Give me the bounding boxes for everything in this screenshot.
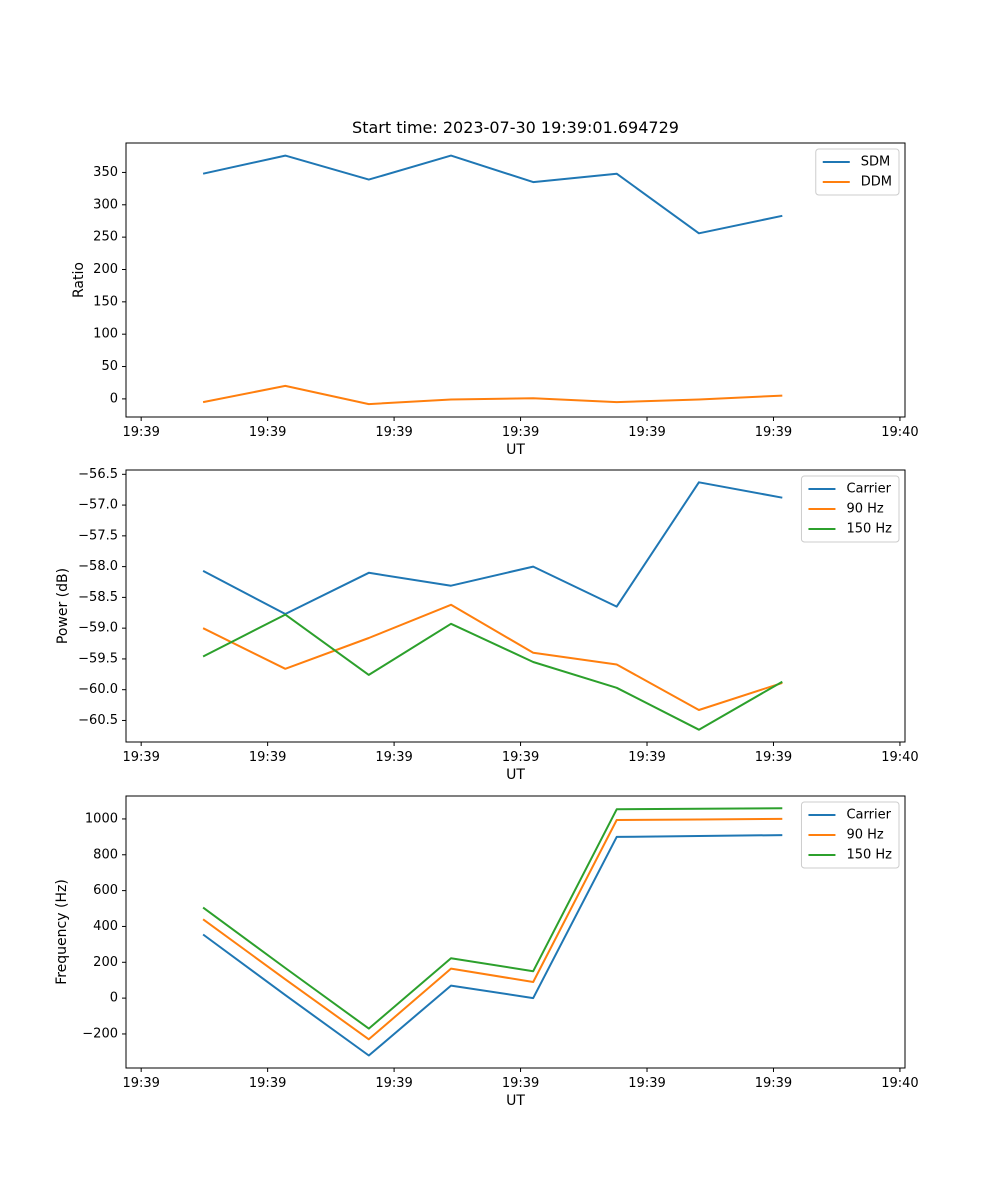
y-tick-label: −59.5: [78, 651, 118, 667]
y-tick-label: −57.5: [78, 528, 118, 544]
y-tick-label: −56.5: [78, 466, 118, 482]
x-tick-label: 19:39: [754, 1075, 793, 1091]
line-90-hz: [203, 819, 782, 1039]
legend: [801, 476, 899, 542]
x-tick-label: 19:39: [122, 749, 160, 765]
x-tick-label: 19:39: [375, 424, 413, 440]
x-tick-label: 19:39: [754, 424, 793, 440]
legend-label-90-hz: 90 Hz: [846, 827, 884, 843]
legend-label-90-hz: 90 Hz: [846, 501, 884, 517]
x-tick-label: 19:39: [375, 749, 413, 765]
x-tick-label: 19:39: [248, 424, 287, 440]
line-carrier: [203, 482, 782, 614]
x-axis-title: UT: [506, 442, 525, 458]
y-axis-title: Power (dB): [55, 567, 71, 645]
y-tick-label: −59.0: [78, 620, 118, 636]
plot-lines-ratio: [203, 156, 782, 405]
y-tick-label: 800: [93, 847, 118, 863]
line-ddm: [203, 386, 782, 404]
y-tick-label: 350: [93, 164, 118, 180]
y-tick-label: −60.5: [78, 712, 118, 728]
y-tick-label: −58.0: [78, 559, 118, 575]
legend-label-ddm: DDM: [860, 174, 893, 190]
line-150-hz: [203, 615, 782, 730]
line-sdm: [203, 156, 782, 234]
x-tick-label: 19:39: [248, 1075, 287, 1091]
plot-lines-frequency: [203, 808, 782, 1055]
y-axis-title: Ratio: [71, 262, 87, 298]
subplot-ratio: [71, 143, 919, 458]
y-tick-label: 400: [93, 918, 118, 934]
line-150-hz: [203, 808, 782, 1028]
axes-spines: [126, 470, 905, 742]
line-90-hz: [203, 605, 782, 710]
x-tick-label: 19:39: [628, 1075, 666, 1091]
y-tick-label: 600: [93, 883, 118, 899]
y-tick-label: 50: [101, 359, 118, 375]
x-axis-title: UT: [506, 1093, 525, 1109]
x-tick-label: 19:39: [375, 1075, 413, 1091]
y-tick-label: 200: [93, 261, 118, 277]
y-tick-label: −200: [82, 1026, 118, 1042]
axes-spines: [126, 796, 905, 1068]
legend-label-carrier: Carrier: [846, 807, 891, 823]
plot-lines-power: [203, 482, 782, 729]
y-tick-label: 0: [109, 990, 118, 1006]
x-tick-label: 19:39: [501, 424, 540, 440]
legend: [801, 802, 899, 868]
x-tick-label: 19:39: [248, 749, 287, 765]
y-axis: [93, 165, 126, 406]
y-axis: [78, 467, 126, 728]
x-axis-title: UT: [506, 767, 525, 783]
y-tick-label: 1000: [84, 811, 118, 827]
x-tick-label: 19:39: [628, 424, 666, 440]
legend-label-sdm: SDM: [860, 154, 891, 170]
x-tick-label: 19:39: [122, 424, 160, 440]
subplot-frequency: [54, 796, 919, 1109]
axes-spines: [126, 143, 905, 417]
subplot-power: [55, 467, 919, 783]
y-tick-label: −57.0: [78, 497, 118, 513]
x-tick-label: 19:39: [501, 749, 540, 765]
y-tick-label: −58.5: [78, 589, 118, 605]
x-axis: [122, 1068, 918, 1091]
x-tick-label: 19:40: [881, 749, 919, 765]
legend-label-carrier: Carrier: [846, 481, 891, 497]
x-tick-label: 19:39: [754, 749, 793, 765]
x-tick-label: 19:39: [628, 749, 666, 765]
x-tick-label: 19:39: [501, 1075, 540, 1091]
x-tick-label: 19:40: [881, 424, 919, 440]
y-tick-label: 300: [93, 197, 118, 213]
y-axis-title: Frequency (Hz): [54, 879, 70, 985]
y-tick-label: 100: [93, 326, 118, 342]
y-tick-label: 0: [109, 391, 118, 407]
x-axis: [122, 742, 918, 765]
y-axis: [82, 811, 126, 1041]
x-tick-label: 19:39: [122, 1075, 160, 1091]
legend-label-150-hz: 150 Hz: [846, 521, 893, 537]
legend: [816, 149, 899, 195]
y-tick-label: 250: [93, 229, 118, 245]
y-tick-label: −60.0: [78, 682, 118, 698]
y-tick-label: 150: [93, 294, 118, 310]
figure-title: Start time: 2023-07-30 19:39:01.694729: [352, 118, 679, 137]
legend-label-150-hz: 150 Hz: [846, 847, 893, 863]
line-carrier: [203, 835, 782, 1055]
x-tick-label: 19:40: [881, 1075, 919, 1091]
x-axis: [122, 417, 918, 440]
y-tick-label: 200: [93, 954, 118, 970]
